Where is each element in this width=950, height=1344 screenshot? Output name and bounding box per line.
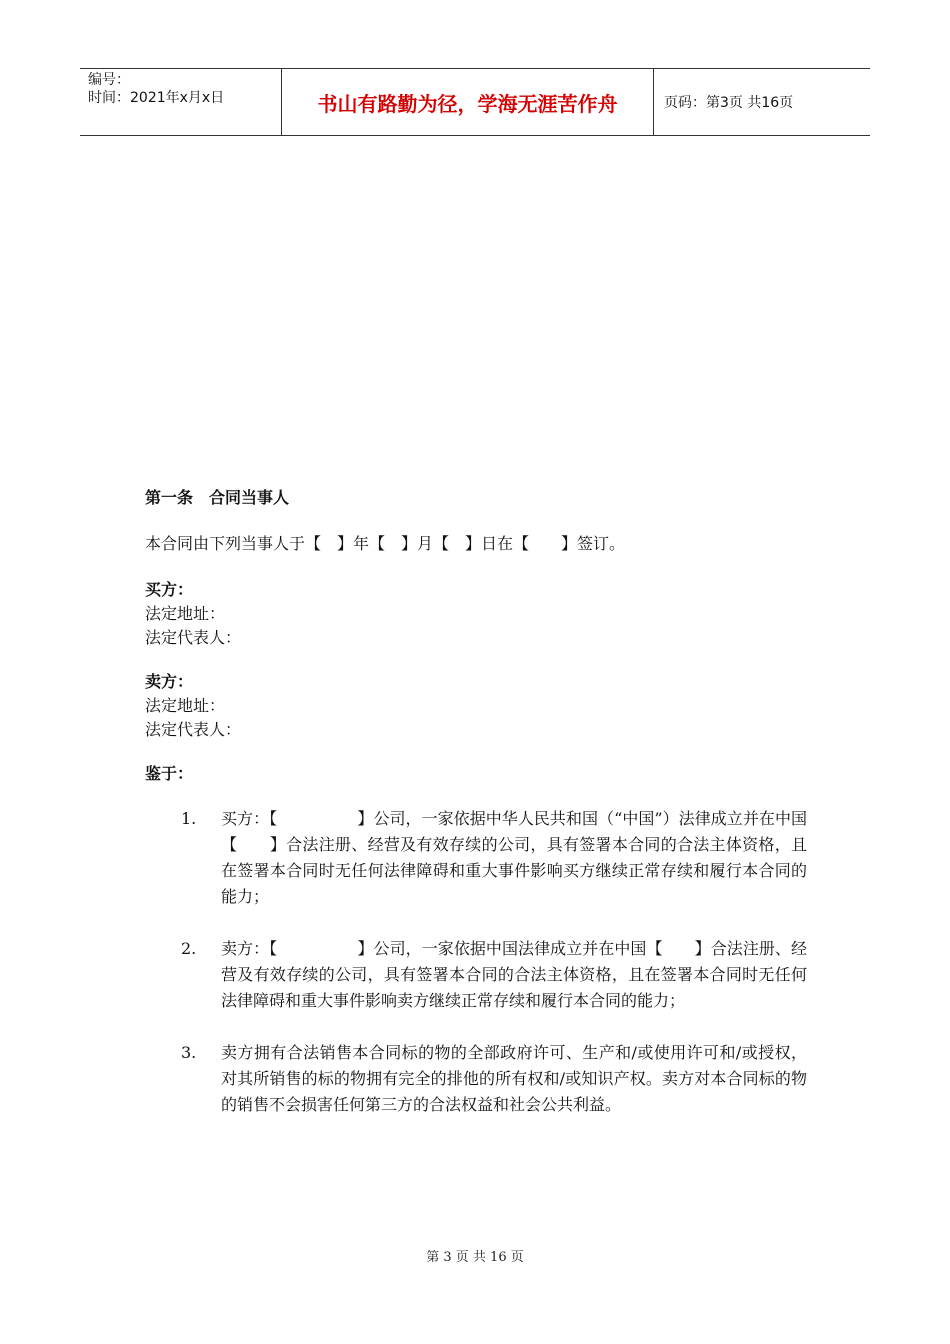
header-page-info: 页码：第3页 共16页	[664, 95, 794, 111]
header-motto: 书山有路勤为径，学海无涯苦作舟	[282, 69, 654, 135]
seller-address: 法定地址：	[145, 696, 226, 715]
list-item	[145, 806, 807, 910]
buyer-representative: 法定代表人：	[145, 628, 242, 647]
article-title: 第一条 合同当事人	[145, 488, 290, 507]
date-label: 时间：2021年x月x日	[88, 90, 225, 106]
page-footer: 第 3 页 共 16 页	[426, 1250, 524, 1265]
list-item-text: 卖方：【 】公司，一家依据中国法律成立并在中国【 】合法注册、经营及有效存续的公司，具有签署本合同的合法主体资格，且在签署本合同时无任何法律障碍和重大事件影响卖方继续正常存续和履行本合同的能力；	[221, 939, 807, 1010]
list-item-number: 2.	[181, 939, 197, 958]
list-item-text: 卖方拥有合法销售本合同标的物的全部政府许可、生产和/或使用许可和/或授权，对其所销售的标的物拥有完全的排他的所有权和/或知识产权。卖方对本合同标的物的销售不会损害任何第三方的合法权益和社会公共利益。	[221, 1043, 807, 1114]
header-meta	[80, 69, 282, 135]
seller-label: 卖方：	[145, 672, 194, 691]
number-label: 编号：	[88, 72, 130, 88]
header-table	[80, 68, 870, 136]
whereas-list	[145, 806, 807, 1118]
list-item-number: 3.	[181, 1043, 197, 1062]
list-item-text: 买方：【 】公司，一家依据中华人民共和国（“中国”）法律成立并在中国【 】合法注册、经营及有效存续的公司，具有签署本合同的合法主体资格，且在签署本合同时无任何法律障碍和重大事件影响买方继续正常存续和履行本合同的能力；	[221, 809, 807, 906]
list-item-number: 1.	[181, 809, 197, 828]
buyer-address: 法定地址：	[145, 604, 226, 623]
contract-body	[145, 486, 807, 1144]
seller-representative: 法定代表人：	[145, 720, 242, 739]
buyer-label: 买方：	[145, 580, 194, 599]
intro-paragraph: 本合同由下列当事人于【 】年【 】月【 】日在【 】签订。	[145, 534, 626, 553]
whereas-label: 鉴于：	[145, 764, 194, 783]
list-item	[145, 936, 807, 1014]
list-item	[145, 1040, 807, 1118]
